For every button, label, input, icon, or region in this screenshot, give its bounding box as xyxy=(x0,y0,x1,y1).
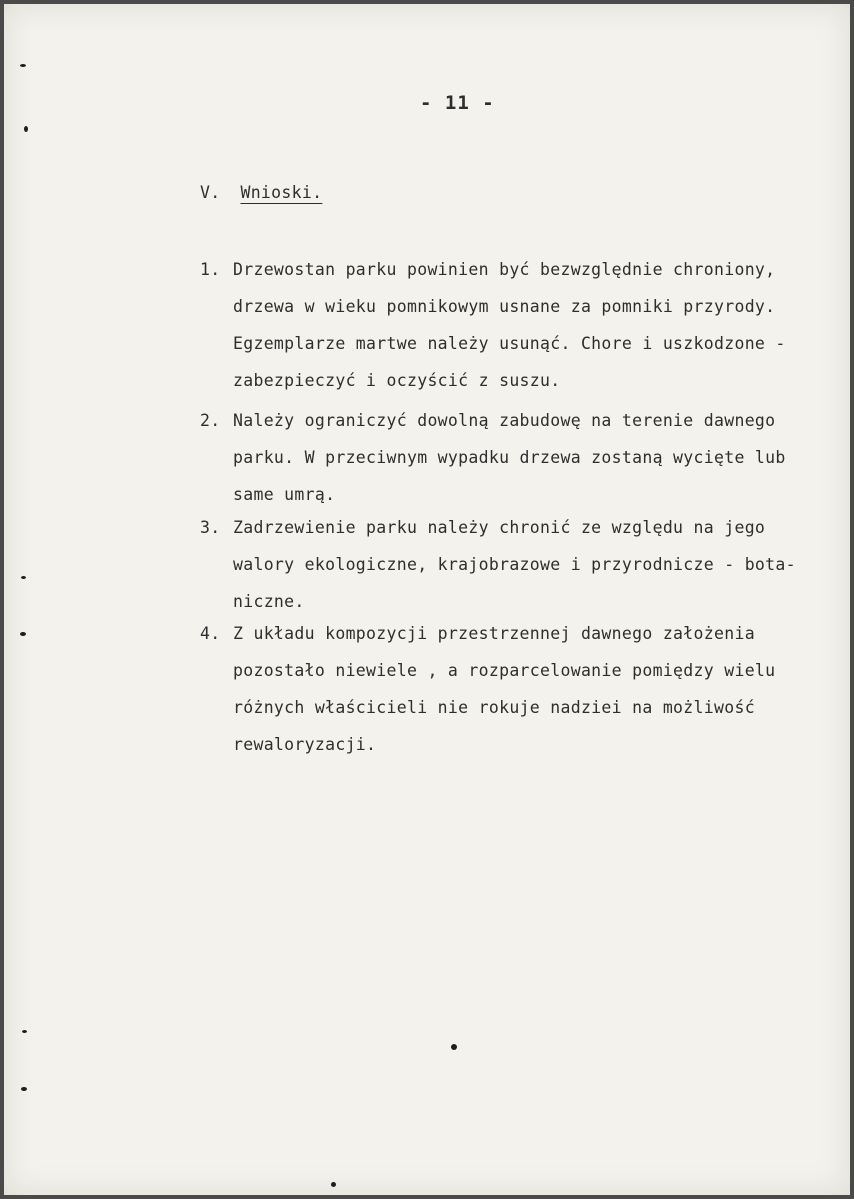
section-numeral: V. xyxy=(200,183,221,202)
item-line: niczne. xyxy=(233,592,305,611)
item-line: drzewa w wieku pomnikowym usnane za pomniki przyrody. xyxy=(233,297,776,316)
item-line: Drzewostan parku powinien być bezwzględnie chroniony, xyxy=(233,260,776,279)
list-item-3 xyxy=(200,518,796,632)
section-heading xyxy=(200,183,322,202)
item-line: Zadrzewienie parku należy chronić ze względu na jego xyxy=(233,518,766,537)
scan-speck xyxy=(331,1182,336,1187)
scan-speck xyxy=(20,64,26,67)
item-line: walory ekologiczne, krajobrazowe i przyrodnicze - bota- xyxy=(233,555,796,574)
item-line: Egzemplarze martwe należy usunąć. Chore i uszkodzone - xyxy=(233,334,786,353)
item-line: zabezpieczyć i oczyścić z suszu. xyxy=(233,371,561,390)
item-line: Należy ograniczyć dowolną zabudowę na terenie dawnego xyxy=(233,411,776,430)
item-line: same umrą. xyxy=(233,485,336,504)
item-number: 4. xyxy=(200,624,221,643)
scan-speck xyxy=(22,1030,27,1033)
item-line: Z układu kompozycji przestrzennej dawnego założenia xyxy=(233,624,755,643)
scan-speck xyxy=(21,576,26,579)
item-line: parku. W przeciwnym wypadku drzewa zostaną wycięte lub xyxy=(233,448,786,467)
item-number: 3. xyxy=(200,518,221,537)
item-line: pozostało niewiele , a rozparcelowanie pomiędzy wielu xyxy=(233,661,776,680)
list-item-4 xyxy=(200,624,776,757)
item-number: 1. xyxy=(200,260,221,279)
section-title: Wnioski. xyxy=(240,183,323,202)
item-line: rewaloryzacji. xyxy=(233,735,377,754)
item-line: różnych właścicieli nie rokuje nadziei na możliwość xyxy=(233,698,755,717)
scan-speck xyxy=(451,1044,457,1050)
scan-speck xyxy=(24,126,28,132)
scan-speck xyxy=(20,632,26,636)
page-number: - 11 - xyxy=(420,92,495,114)
list-item-1 xyxy=(200,260,786,393)
typed-page xyxy=(4,4,850,1195)
scan-speck xyxy=(21,1087,27,1091)
item-number: 2. xyxy=(200,411,221,430)
list-item-2 xyxy=(200,411,786,525)
